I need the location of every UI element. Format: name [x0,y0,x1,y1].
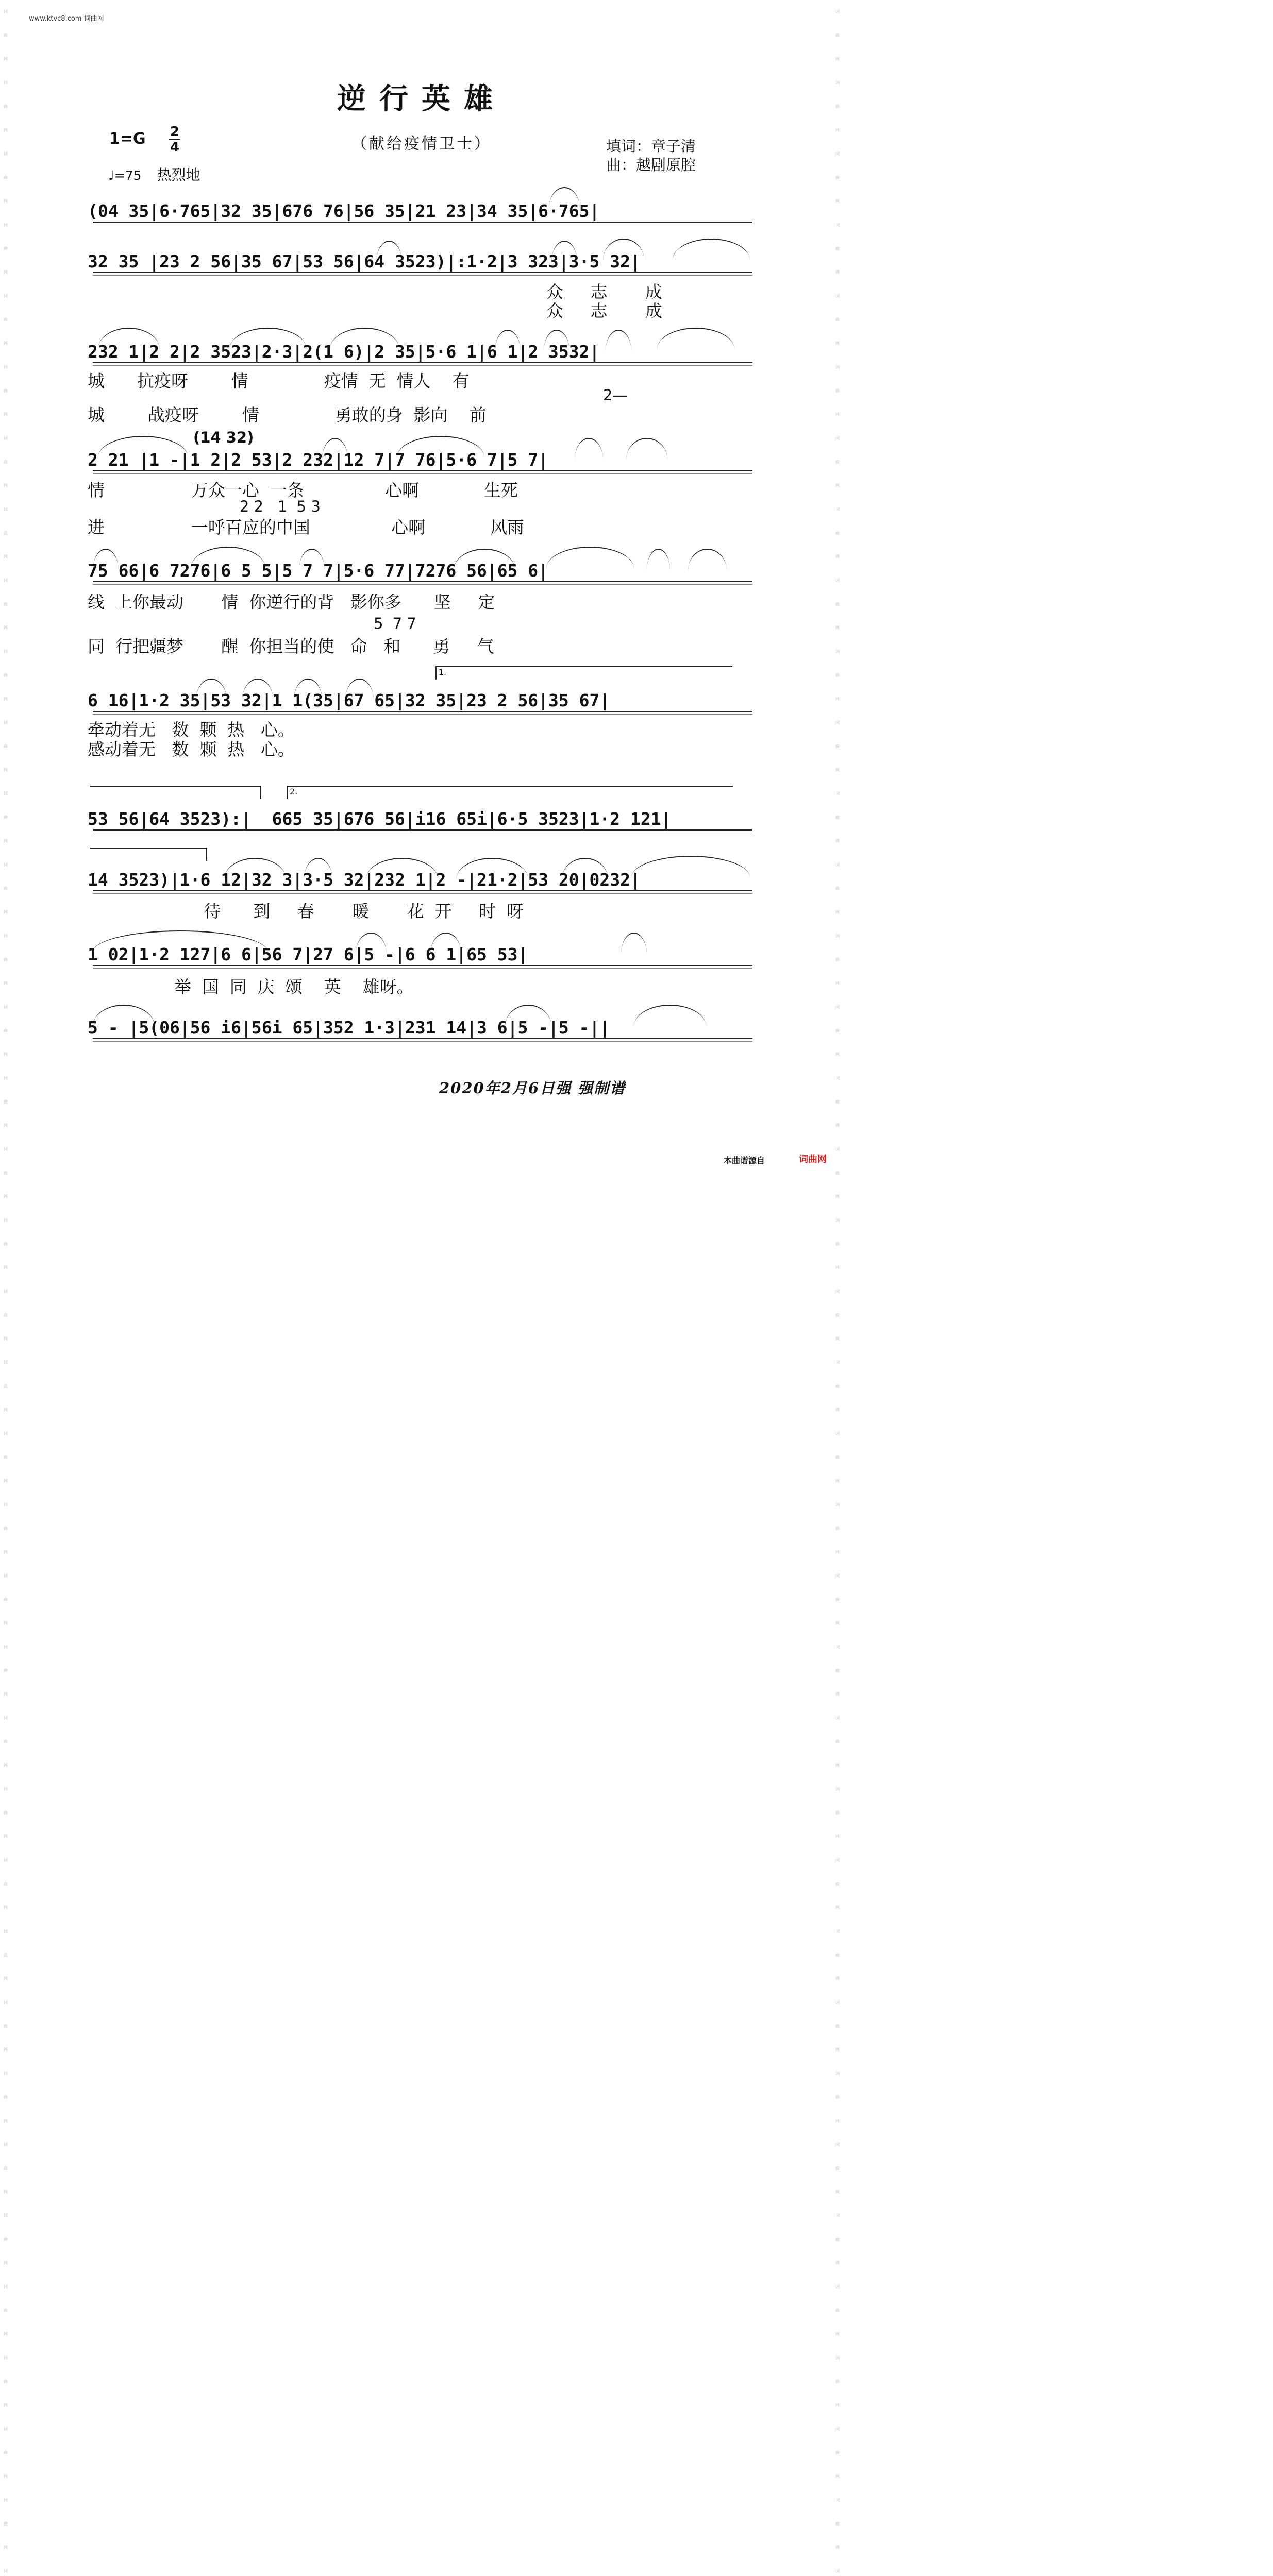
notation-line: (04 35|6·765|32 35|676 76|56 35|21 23|34 35|6·765| [88,198,758,224]
notation-line: 53 56|64 3523):| 665 35|676 56|i16 65i|6·5 3523|1·2 121| [88,806,758,832]
time-sig-bottom: 4 [170,140,180,155]
site-url[interactable]: www.ktvc8.com 词曲网 [29,15,104,23]
lyric-verse-1: 情 万众一心 一条 心啊 生死 [88,480,518,500]
lyric-verse-2: 同 行把疆梦 醒 你担当的使 命 和 勇 气 [88,636,494,656]
notation-line: 75 66|6 7276|6 5 5|5 7 7|5·6 77|7276 56|65 6| [88,558,758,584]
lyric-verse-1: 待 到 春 暖 花 开 时 呀 [144,901,524,921]
lyric-small-note: 5 7 7 [374,615,417,632]
tempo-marking [108,164,200,184]
lyric-verse-1: 举 国 同 庆 颂 英 雄呀。 [88,977,414,997]
subtitle: （献给疫情卫士） [351,135,492,153]
expression-mark: 热烈地 [157,166,200,183]
volta-2-bracket: 2. [287,786,733,799]
lyric-small-note: 2 2 1 5 3 [240,498,321,515]
notation-line: 1 02|1·2 127|6 6|56 7|27 6|5 -|6 6 1|65 53| [88,942,758,968]
notation-line: 2 21 |1 -|1 2|2 53|2 232|12 7|7 76|5·6 7|5 7| [88,447,758,473]
lyric-verse-2: 城 战疫呀 情 勇敢的身 影向 前 [88,405,487,425]
lyric-verse-1: 众 志 成 [546,282,662,302]
source-logo[interactable]: 词曲网 [799,1154,827,1165]
lyric-verse-2: 进 一呼百应的中国 心啊 风雨 [88,517,525,537]
notation-line: 232 1|2 2|2 3523|2·3|2(1 6)|2 35|5·6 1|6 1|2 3532| [88,339,758,365]
tempo-value: ♩=75 [108,168,142,183]
notation-line: 6 16|1·2 35|53 32|1 1(35|67 65|32 35|23 2 56|35 67| [88,688,758,714]
lyric-verse-1: 牵动着无 数 颗 热 心。 [88,720,295,740]
lyricist-credit: 填词：章子清 [606,138,696,155]
left-edge-watermark: 词曲网 词曲网 词曲网 词曲网 词曲网 词曲网 词曲网 词曲网 词曲网 词曲网 词曲网 词曲网 词曲网 词曲网 词曲网 词曲网 词曲网 词曲网 词曲网 词曲网 词曲网 词曲网 词曲网 词曲网 词曲网 词曲网 词曲网 词曲网 词曲网 词曲网 词曲网 词曲网 词曲网 词曲网 词曲网 词曲网 词 [4,9,8,2573]
composer-credit: 曲：越剧原腔 [606,156,696,174]
lyric-small-note: 2— [603,386,628,404]
lyric-verse-1: 线 上你最动 情 你逆行的背 影你多 坚 定 [88,592,495,612]
time-sig-top: 2 [170,124,180,140]
notation-line: 14 3523)|1·6 12|32 3|3·5 32|232 1|2 -|21·2|53 20|0232| [88,867,758,893]
source-note: 本曲谱源自 [724,1156,765,1165]
lyric-verse-2: 感动着无 数 颗 热 心。 [88,739,295,759]
volta-1-bracket: 1. [435,666,732,680]
key-signature: 1=G [109,130,146,148]
signature: 2020年2月6日强 强制谱 [439,1079,626,1097]
volta-1-end [90,786,261,799]
notation-line: 32 35 |23 2 56|35 67|53 56|64 3523)|:1·2|3 323|3·5 32| [88,249,758,275]
lyric-verse-1: 城 抗疫呀 情 疫情 无 情人 有 [88,371,470,391]
page-title: 逆行英雄 [337,82,506,116]
lyric-verse-2: 众 志 成 [546,301,662,321]
notation-line: 5 - |5(06|56 i6|56i 65|352 1·3|231 14|3 6|5 -|5 -|| [88,1015,758,1041]
grace-notes: (14 32) [193,429,254,446]
right-edge-watermark: 词曲网 词曲网 词曲网 词曲网 词曲网 词曲网 词曲网 词曲网 词曲网 词曲网 词曲网 词曲网 词曲网 词曲网 词曲网 词曲网 词曲网 词曲网 词曲网 词曲网 词曲网 词曲网 词曲网 词曲网 词曲网 词曲网 词曲网 词曲网 词曲网 词曲网 词曲网 词曲网 词曲网 词曲网 词曲网 词曲网 词 [835,9,840,2573]
volta-2-end [90,848,207,861]
